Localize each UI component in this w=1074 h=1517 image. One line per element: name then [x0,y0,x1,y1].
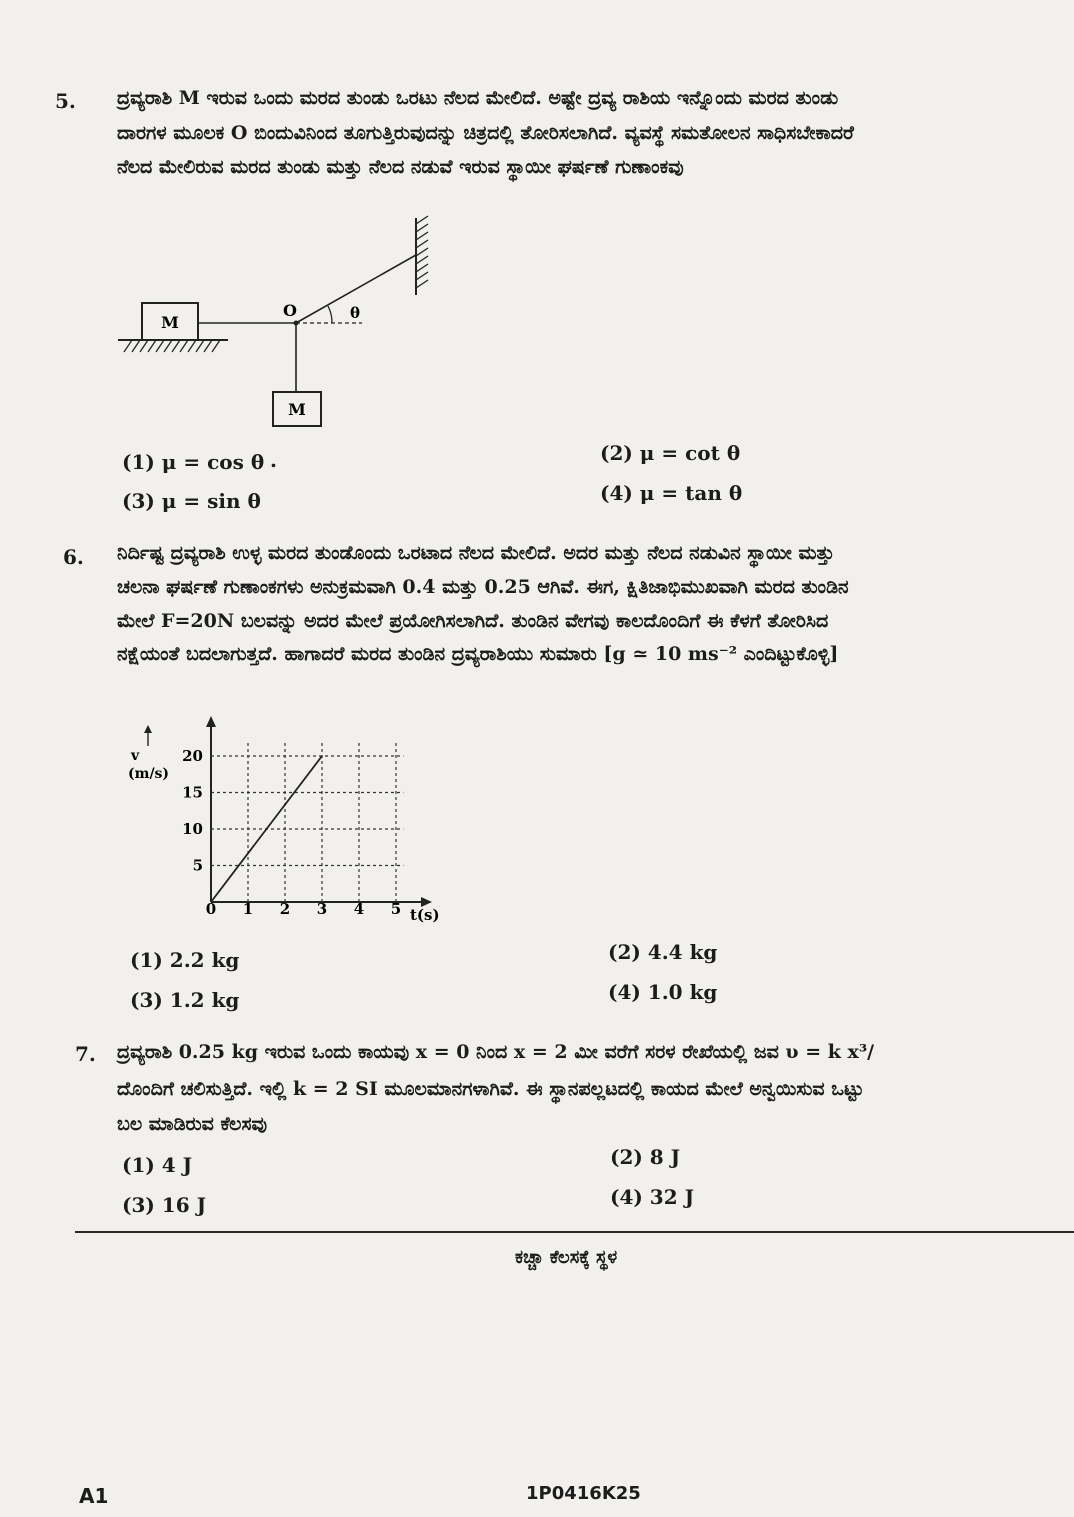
y-tick-label: 20 [182,747,203,765]
option-4[interactable]: (4) 32 J [610,1185,695,1209]
y-tick-label: 15 [182,783,203,802]
x-tick-label: 4 [353,900,365,918]
y-axis-label: v [131,748,140,764]
option-3[interactable]: (3) 16 J [122,1193,207,1217]
option-4[interactable]: (4) μ = tan θ [600,481,743,505]
angle-label: θ [350,304,361,322]
option-1[interactable]: (1) 2.2 kg [130,948,240,972]
question-text-line: ದೊಂದಿಗೆ ಚಲಿಸುತ್ತಿದೆ. ಇಲ್ಲಿ k = 2 SI ಮೂಲಮಾನಗಳಾಗಿವೆ. ಈ ಸ್ಥಾನಪಲ್ಲಟದಲ್ಲಿ ಕಾಯದ ಮೇಲೆ ಅನ್ವಯಿಸುವ ಒಟ್ಟು [117,1078,864,1100]
point-o-label: O [283,301,297,320]
question-text-line: ಮೇಲೆ F=20N ಬಲವನ್ನು ಅದರ ಮೇಲೆ ಪ್ರಯೋಗಿಸಲಾಗಿದೆ. ತುಂಡಿನ ವೇಗವು ಕಾಲದೊಂದಿಗೆ ಈ ಕೆಳಗೆ ತೋರಿಸಿದ [117,610,829,632]
x-tick-label: 5 [390,900,402,918]
question-text-line: ದ್ರವ್ಯರಾಶಿ M ಇರುವ ಒಂದು ಮರದ ತುಂಡು ಒರಟು ನೆಲದ ಮೇಲಿದೆ. ಅಷ್ಟೇ ದ್ರವ್ಯ ರಾಶಿಯ ಇನ್ನೊಂದು ಮರದ ತುಂಡು [117,87,839,109]
velocity-series-line [211,756,322,902]
option-4[interactable]: (4) 1.0 kg [608,980,718,1004]
question-text-line: ಚಲನಾ ಘರ್ಷಣೆ ಗುಣಾಂಕಗಳು ಅನುಕ್ರಮವಾಗಿ 0.4 ಮತ್ತು 0.25 ಆಗಿವೆ. ಈಗ, ಕ್ಷಿತಿಜಾಭಿಮುಖವಾಗಿ ಮರದ ತುಂಡಿನ [117,576,849,598]
question-text-line: ದ್ರವ್ಯರಾಶಿ 0.25 kg ಇರುವ ಒಂದು ಕಾಯವು x = 0 ನಿಂದ x = 2 ಮೀ ವರೆಗೆ ಸರಳ ರೇಖೆಯಲ್ಲಿ ಜವ υ = k x³/ [117,1041,875,1063]
option-1[interactable]: (1) 4 J [122,1153,193,1177]
question-text-line: ನಕ್ಷೆಯಂತೆ ಬದಲಾಗುತ್ತದೆ. ಹಾಗಾದರೆ ಮರದ ತುಂಡಿನ ದ್ರವ್ಯರಾಶಿಯು ಸುಮಾರು [g ≃ 10 ms⁻² ಎಂದಿಟ್ಟುಕೊಳ್ಳಿ] [117,643,839,665]
question-number: 6. [63,545,84,569]
question-text-line: ನೆಲದ ಮೇಲಿರುವ ಮರದ ತುಂಡು ಮತ್ತು ನೆಲದ ನಡುವೆ ಇರುವ ಸ್ಥಾಯೀ ಘರ್ಷಣೆ ಗುಣಾಂಕವು [117,156,684,178]
velocity-time-graph [110,712,450,932]
x-tick-label: 3 [316,900,328,918]
x-tick-label: 2 [279,900,291,918]
y-tick-label: 10 [182,820,203,838]
option-2[interactable]: (2) 8 J [610,1145,681,1169]
stray-mark: . [270,448,277,472]
option-1[interactable]: (1) μ = cos θ [122,450,265,474]
question-number: 7. [75,1042,96,1066]
x-tick-label: 1 [242,900,254,918]
question-number: 5. [55,89,76,113]
option-2[interactable]: (2) μ = cot θ [600,441,741,465]
option-3[interactable]: (3) 1.2 kg [130,988,240,1012]
y-axis-unit: (m/s) [128,766,170,782]
origin-label: 0 [205,900,217,918]
y-label-arrowhead [144,725,152,733]
page-code-left: A1 [79,1484,109,1508]
x-axis-label: t(s) [410,906,440,924]
option-2[interactable]: (2) 4.4 kg [608,940,718,964]
question-text-line: ದಾರಗಳ ಮೂಲಕ O ಬಿಂದುವಿನಿಂದ ತೂಗುತ್ತಿರುವುದನ್ನು ಚಿತ್ರದಲ್ಲಿ ತೋರಿಸಲಾಗಿದೆ. ವ್ಯವಸ್ಥೆ ಸಮತೋಲನ ಸಾಧಿಸಬೇಕಾದರೆ [117,122,854,144]
rough-work-label: ಕಚ್ಚಾ ಕೆಲಸಕ್ಕೆ ಸ್ಥಳ [515,1247,618,1268]
angle-arc [328,306,332,323]
question-text-line: ನಿರ್ದಿಷ್ಟ ದ್ರವ್ಯರಾಶಿ ಉಳ್ಳ ಮರದ ತುಂಡೊಂದು ಒರಟಾದ ನೆಲದ ಮೇಲಿದೆ. ಅದರ ಮತ್ತು ನೆಲದ ನಡುವಿನ ಸ್ಥಾಯೀ ಮತ್ತು [117,542,835,564]
y-tick-label: 5 [192,856,203,875]
pulley-block-diagram [100,200,460,440]
page-code-center: 1P0416K25 [526,1483,641,1504]
section-divider [75,1231,1074,1233]
question-text-line: ಬಲ ಮಾಡಿರುವ ಕೆಲಸವು [117,1113,268,1135]
block-label: M [161,313,179,332]
hanging-block-label: M [288,400,306,419]
option-3[interactable]: (3) μ = sin θ [122,489,261,513]
y-axis-arrowhead [206,716,216,727]
